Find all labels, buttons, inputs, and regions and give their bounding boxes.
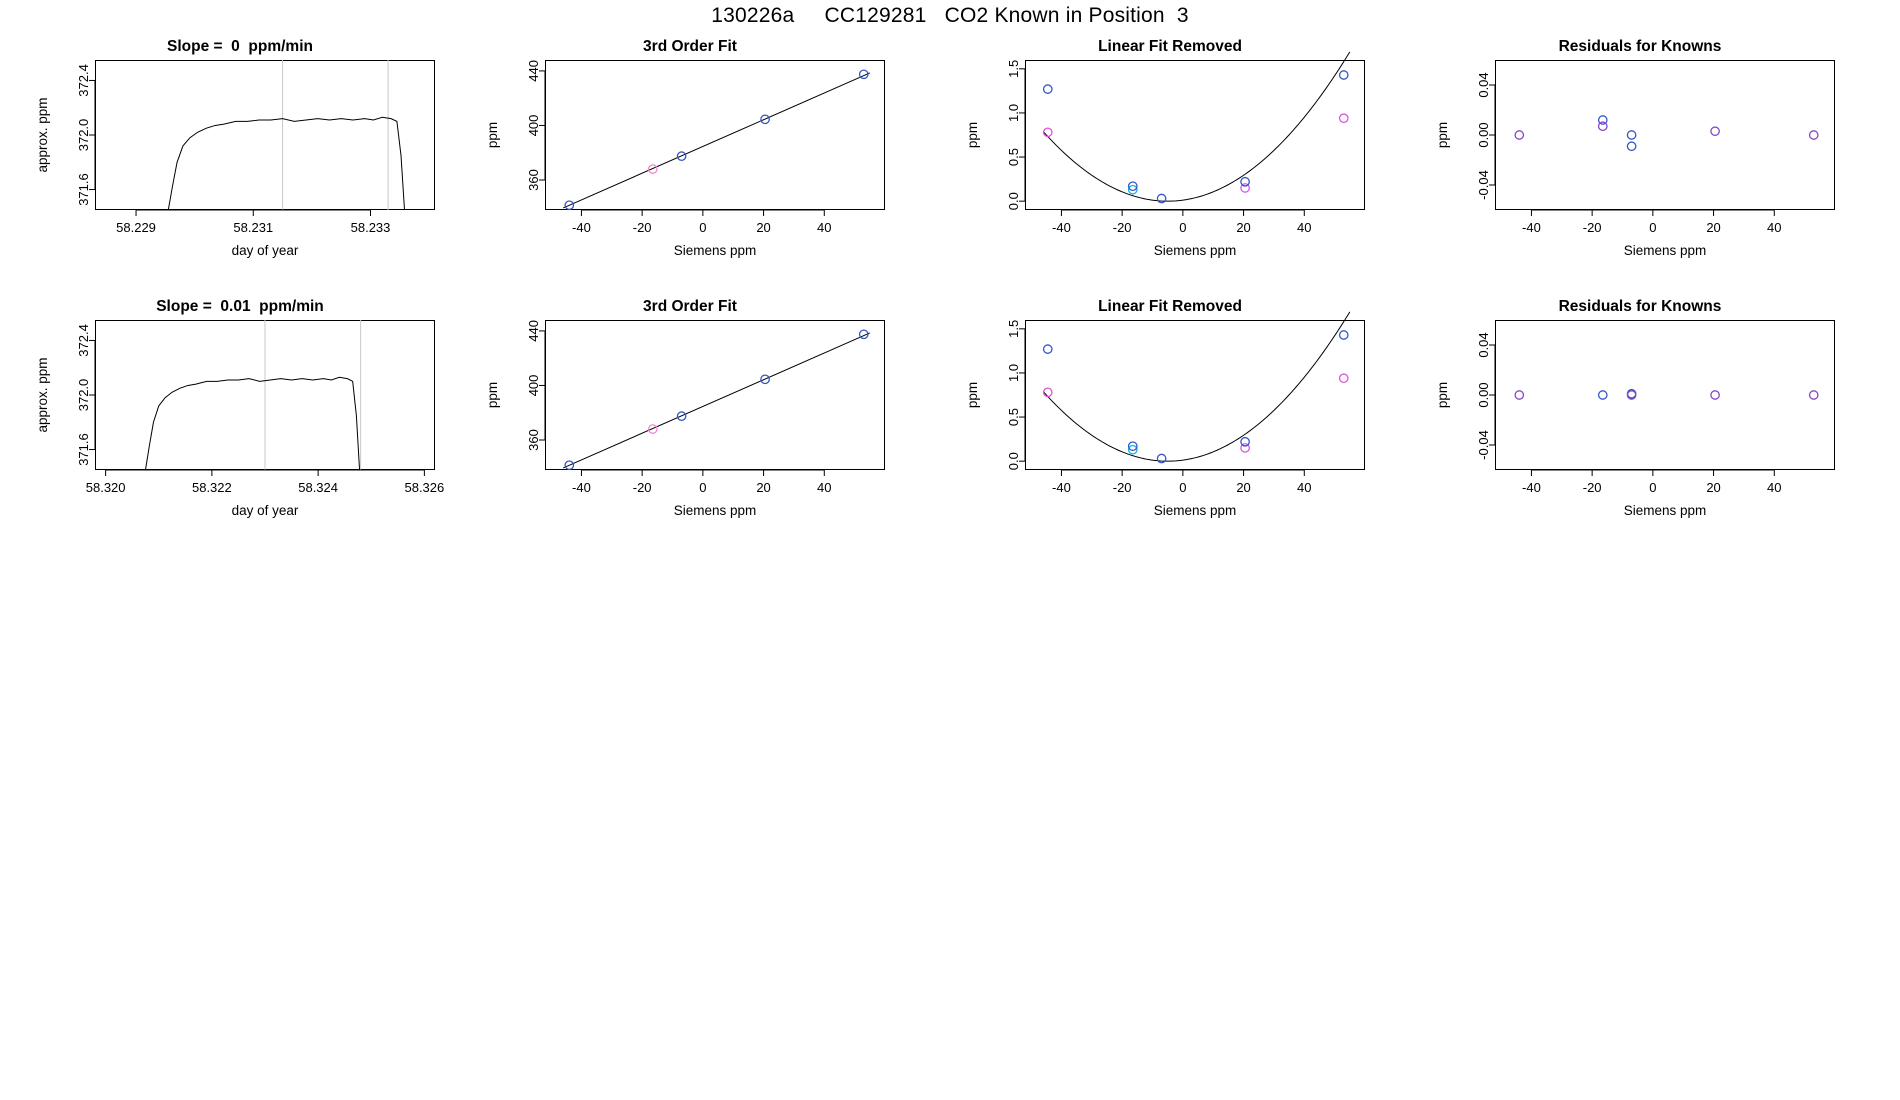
y-axis-label: approx. ppm bbox=[35, 357, 50, 433]
y-tick-label: 0.0 bbox=[1006, 452, 1021, 471]
x-tick-label: 20 bbox=[756, 480, 771, 495]
y-tick-label: 1.0 bbox=[1006, 363, 1021, 382]
panel-slope-top bbox=[30, 38, 450, 238]
x-axis-label: Siemens ppm bbox=[1153, 503, 1237, 518]
x-axis-label: Siemens ppm bbox=[673, 503, 757, 518]
y-tick-label: 1.5 bbox=[1006, 59, 1021, 78]
y-tick-label: 1.5 bbox=[1006, 319, 1021, 338]
panel-linear-removed-bottom bbox=[960, 298, 1380, 498]
x-tick-label: -40 bbox=[1522, 480, 1541, 495]
x-tick-label: 20 bbox=[1706, 480, 1721, 495]
y-tick-label: 0.5 bbox=[1006, 148, 1021, 167]
panel-title: Slope = 0.01 ppm/min bbox=[156, 298, 324, 315]
y-tick-label: 0.5 bbox=[1006, 408, 1021, 427]
panel-fit-bottom bbox=[480, 298, 900, 498]
y-tick-label: 400 bbox=[526, 114, 541, 137]
x-tick-label: -40 bbox=[572, 480, 591, 495]
plot-area bbox=[95, 60, 435, 210]
x-tick-label: 0 bbox=[699, 480, 707, 495]
y-axis-label: ppm bbox=[485, 121, 500, 149]
y-axis-label: ppm bbox=[965, 121, 980, 149]
y-tick-label: 372.4 bbox=[76, 324, 91, 357]
y-tick-label: 440 bbox=[526, 320, 541, 342]
x-tick-label: 58.322 bbox=[191, 480, 232, 495]
x-tick-label: 20 bbox=[1236, 480, 1251, 495]
y-axis-label: approx. ppm bbox=[35, 97, 50, 173]
x-tick-label: -40 bbox=[1522, 220, 1541, 235]
x-tick-label: -20 bbox=[1582, 480, 1602, 495]
y-tick-label: 372.0 bbox=[76, 378, 91, 412]
x-tick-label: 58.320 bbox=[85, 480, 126, 495]
x-tick-label: -40 bbox=[1052, 480, 1071, 495]
y-tick-label: 372.0 bbox=[76, 118, 91, 152]
panel-residuals-top bbox=[1430, 38, 1850, 238]
y-tick-label: 360 bbox=[526, 169, 541, 191]
x-tick-label: 0 bbox=[699, 220, 707, 235]
plot-area bbox=[1495, 60, 1835, 210]
x-tick-label: -20 bbox=[632, 480, 652, 495]
x-tick-label: 20 bbox=[1236, 220, 1251, 235]
x-tick-label: -20 bbox=[1112, 480, 1132, 495]
page-title: 130226a CC129281 CO2 Known in Position 3 bbox=[711, 4, 1189, 27]
x-tick-label: -20 bbox=[1112, 220, 1132, 235]
x-tick-label: -40 bbox=[572, 220, 591, 235]
plot-area bbox=[545, 60, 885, 210]
x-tick-label: -40 bbox=[1052, 220, 1071, 235]
y-tick-label: 360 bbox=[526, 429, 541, 451]
plot-area bbox=[545, 320, 885, 470]
y-tick-label: -0.04 bbox=[1476, 170, 1491, 200]
panel-title: Residuals for Knowns bbox=[1558, 298, 1722, 315]
x-tick-label: 58.233 bbox=[350, 220, 391, 235]
x-tick-label: 40 bbox=[1297, 220, 1312, 235]
plot-area bbox=[1025, 60, 1365, 210]
panel-slope-bottom bbox=[30, 298, 450, 498]
x-tick-label: 0 bbox=[1649, 480, 1657, 495]
y-axis-label: ppm bbox=[485, 381, 500, 409]
x-tick-label: 0 bbox=[1179, 480, 1187, 495]
x-tick-label: 0 bbox=[1179, 220, 1187, 235]
y-tick-label: 0.00 bbox=[1476, 382, 1491, 408]
panel-residuals-bottom bbox=[1430, 298, 1850, 498]
panel-fit-top bbox=[480, 38, 900, 238]
y-axis-label: ppm bbox=[1435, 121, 1450, 149]
y-tick-label: 372.4 bbox=[76, 64, 91, 97]
y-tick-label: 0.04 bbox=[1476, 72, 1491, 98]
x-tick-label: 40 bbox=[1767, 480, 1782, 495]
y-tick-label: -0.04 bbox=[1476, 430, 1491, 460]
x-tick-label: 40 bbox=[1767, 220, 1782, 235]
plot-area bbox=[95, 320, 435, 470]
panel-title: Slope = 0 ppm/min bbox=[167, 38, 313, 55]
x-axis-label: day of year bbox=[231, 243, 299, 258]
y-tick-label: 371.6 bbox=[76, 173, 91, 206]
x-axis-label: day of year bbox=[231, 503, 299, 518]
x-axis-label: Siemens ppm bbox=[1623, 503, 1707, 518]
y-tick-label: 0.00 bbox=[1476, 122, 1491, 148]
y-tick-label: 1.0 bbox=[1006, 103, 1021, 122]
y-tick-label: 400 bbox=[526, 374, 541, 397]
y-tick-label: 0.04 bbox=[1476, 332, 1491, 358]
panel-title: 3rd Order Fit bbox=[643, 298, 737, 315]
x-tick-label: 58.231 bbox=[233, 220, 274, 235]
x-tick-label: 40 bbox=[817, 480, 832, 495]
panel-title: Linear Fit Removed bbox=[1098, 298, 1242, 315]
x-tick-label: 58.326 bbox=[404, 480, 445, 495]
x-axis-label: Siemens ppm bbox=[673, 243, 757, 258]
panel-title: Linear Fit Removed bbox=[1098, 38, 1242, 55]
plot-area bbox=[1495, 320, 1835, 470]
x-tick-label: -20 bbox=[632, 220, 652, 235]
x-tick-label: 0 bbox=[1649, 220, 1657, 235]
x-tick-label: 58.324 bbox=[298, 480, 339, 495]
panel-linear-removed-top bbox=[960, 38, 1380, 238]
y-axis-label: ppm bbox=[1435, 381, 1450, 409]
x-tick-label: 58.229 bbox=[116, 220, 156, 235]
x-tick-label: 40 bbox=[817, 220, 832, 235]
x-axis-label: Siemens ppm bbox=[1153, 243, 1237, 258]
x-tick-label: 20 bbox=[1706, 220, 1721, 235]
x-tick-label: 40 bbox=[1297, 480, 1312, 495]
panel-title: 3rd Order Fit bbox=[643, 38, 737, 55]
panel-title: Residuals for Knowns bbox=[1558, 38, 1722, 55]
y-tick-label: 0.0 bbox=[1006, 192, 1021, 211]
y-axis-label: ppm bbox=[965, 381, 980, 409]
x-axis-label: Siemens ppm bbox=[1623, 243, 1707, 258]
x-tick-label: 20 bbox=[756, 220, 771, 235]
y-tick-label: 440 bbox=[526, 60, 541, 82]
plot-area bbox=[1025, 320, 1365, 470]
y-tick-label: 371.6 bbox=[76, 433, 91, 466]
x-tick-label: -20 bbox=[1582, 220, 1602, 235]
